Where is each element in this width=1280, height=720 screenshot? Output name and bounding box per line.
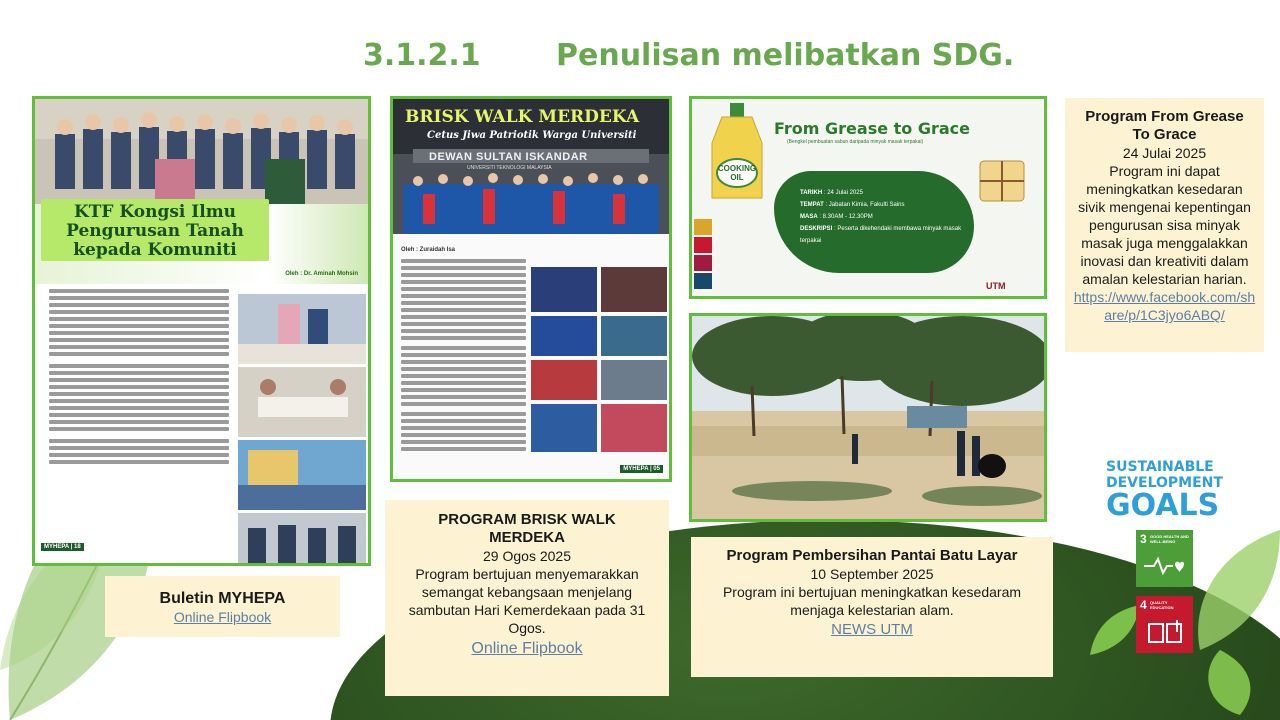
grease-sdg-strip: [694, 219, 712, 297]
brisk-photo-collage: [531, 267, 667, 467]
sdg-goal-3-label: GOOD HEALTH AND WELL-BEING: [1150, 534, 1189, 544]
grease-info-rows: [800, 187, 970, 247]
building-sign: DEWAN SULTAN ISKANDAR: [429, 151, 588, 163]
beach-scene: [692, 316, 1044, 519]
brisk-caption-date: 29 Ogos 2025: [483, 548, 571, 564]
sdg-goal-3-tile: [1136, 530, 1193, 587]
buletin-caption: [105, 576, 340, 637]
heartbeat-icon: [1144, 556, 1184, 576]
sdg-goal-4-label: QUALITY EDUCATION: [1150, 600, 1174, 610]
brisk-caption: [385, 500, 669, 696]
brisk-byline: Oleh : Zuraidah Isa: [401, 247, 456, 253]
beach-caption-date: 10 September 2025: [810, 566, 934, 582]
beach-caption-desc: Program ini bertujuan meningkatkan kesedaram menjaga kelestarian alam.: [722, 584, 1022, 618]
news-utm-link[interactable]: NEWS UTM: [831, 621, 913, 638]
poster-photo-table: [238, 367, 366, 437]
grease-poster-title: From Grease to Grace: [774, 119, 971, 138]
grease-poster-subtitle: (Bengkel pembuatan sabun daripada minyak masak terpakai): [787, 139, 924, 145]
facebook-link[interactable]: https://www.facebook.com/share/p/1C3jyo6ABQ/: [1073, 289, 1256, 323]
buletin-flipbook-link[interactable]: Online Flipbook: [173, 609, 272, 625]
buletin-group-photo: [35, 99, 368, 204]
grease-caption-date: 24 Julai 2025: [1122, 145, 1207, 161]
poster-footer: MYHEPA | 18: [41, 543, 84, 551]
bottle-label: COOKING OIL: [717, 164, 757, 182]
cooking-oil-bottle-icon: [700, 103, 780, 203]
grease-caption-desc: Program ini dapat meningkatkan kesedaran sivik mengenai kepentingan pengurusan sisa minyak masak juga menggalakkan inovasi dan kreativiti dalam amalan kelestarian harian.: [1078, 163, 1251, 287]
poster-title: KTF Kongsi Ilmu Pengurusan Tanah kepada Komuniti: [41, 199, 269, 261]
brisk-flipbook-link[interactable]: Online Flipbook: [471, 640, 583, 657]
brisk-poster-title: BRISK WALK MERDEKA: [405, 107, 640, 127]
leaf-decoration-right: [1180, 520, 1280, 720]
utm-logo: UTM: [986, 281, 1006, 291]
grease-caption: [1065, 98, 1264, 352]
info-row-desc: DESKRIPSI : Peserta dikehendaki membawa minyak masak terpakai: [800, 226, 962, 244]
poster-article-text-left: [49, 289, 229, 467]
beach-caption-title: Program Pembersihan Pantai Batu Layar: [726, 547, 1018, 564]
poster-photo-group-small: [238, 513, 366, 563]
info-row-place: TEMPAT : Jabatan Kimia, Fakulti Sains: [800, 202, 905, 208]
brisk-footer: MYHEPA | 05: [620, 465, 663, 473]
beach-cleanup-photo[interactable]: [689, 313, 1047, 522]
buletin-caption-title: Buletin MYHEPA: [159, 590, 286, 607]
info-row-date: TARIKH : 24 Julai 2025: [800, 190, 863, 196]
brisk-article-text: [401, 259, 526, 454]
sdg-logo-line3: GOALS: [1106, 488, 1220, 523]
open-book-icon: [1147, 620, 1183, 644]
beach-caption: [691, 537, 1053, 677]
info-row-time: MASA : 8.30AM - 12.30PM: [800, 214, 873, 220]
poster-byline: Oleh : Dr. Aminah Mohsin: [285, 271, 358, 277]
brisk-caption-title: PROGRAM BRISK WALK MERDEKA: [438, 511, 616, 546]
sdg-logo-line1: SUSTAINABLE: [1106, 459, 1214, 475]
brisk-caption-desc: Program bertujuan menyemarakkan semangat kebangsaan menjelang sambutan Hari Kemerdekaan pada 31 Ogos.: [408, 566, 646, 636]
grease-caption-title: Program From Grease To Grace: [1085, 108, 1244, 143]
poster-photo-meeting: [238, 294, 366, 364]
sdg-goal-4-tile: [1136, 596, 1193, 653]
sdg-goal-3-number: 3: [1140, 532, 1147, 546]
section-title: Penulisan melibatkan SDG.: [556, 38, 1015, 73]
buletin-myhepa-poster[interactable]: [32, 96, 371, 566]
grease-to-grace-poster[interactable]: [689, 96, 1047, 299]
brisk-poster-subtitle: Cetus Jiwa Patriotik Warga Universiti: [427, 130, 637, 141]
soap-icon: [976, 151, 1032, 207]
section-number: 3.1.2.1: [363, 38, 481, 73]
building-sign-sub: UNIVERSITI TEKNOLOGI MALAYSIA: [467, 165, 552, 171]
brisk-walk-poster[interactable]: [390, 96, 672, 482]
poster-photo-room: [238, 440, 366, 510]
sdg-logo-line2: DEVELOPMENT: [1106, 475, 1223, 491]
sdg-goal-4-number: 4: [1140, 598, 1147, 612]
